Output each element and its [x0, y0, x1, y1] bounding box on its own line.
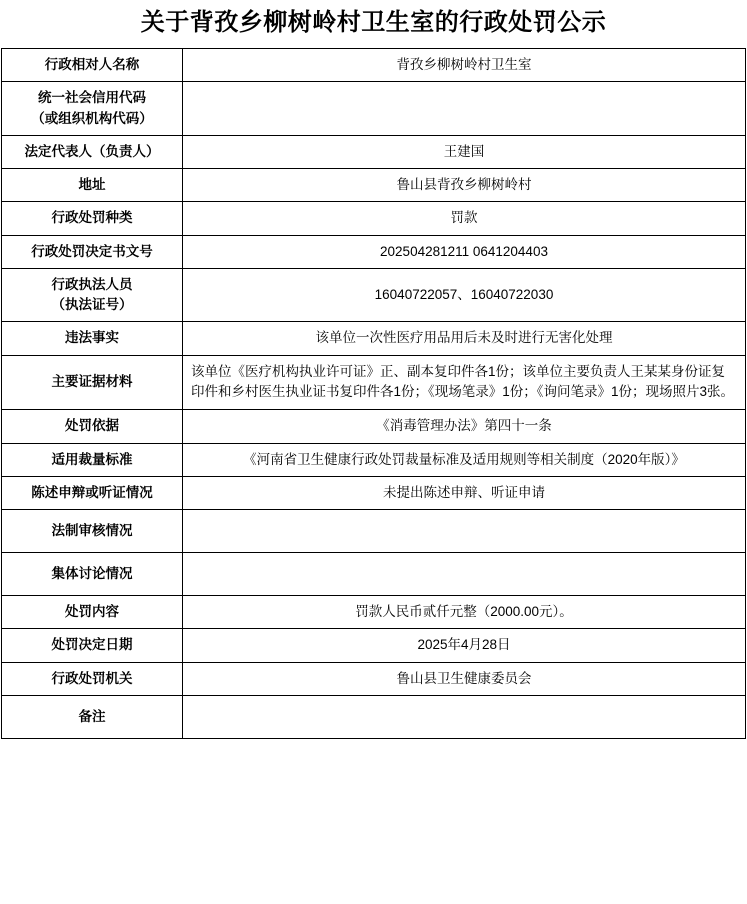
row-label-line-1: 法制审核情况 — [51, 522, 133, 538]
table-row — [2, 169, 746, 202]
row-label — [2, 49, 183, 82]
row-value: 该单位一次性医疗用品用后未及时进行无害化处理 — [183, 322, 746, 355]
row-label-line-2: （执法证号） — [51, 297, 133, 312]
row-label — [2, 202, 183, 235]
row-value: 202504281211 0641204403 — [183, 235, 746, 268]
row-value — [183, 510, 746, 553]
table-row — [2, 629, 746, 662]
table-row — [2, 596, 746, 629]
row-value: 《河南省卫生健康行政处罚裁量标准及适用规则等相关制度（2020年版）》 — [183, 443, 746, 476]
table-row — [2, 82, 746, 136]
row-label — [2, 553, 183, 596]
row-label — [2, 629, 183, 662]
row-label-line-1: 统一社会信用代码 — [38, 90, 146, 106]
row-value: 背孜乡柳树岭村卫生室 — [183, 49, 746, 82]
row-label-line-1: 地址 — [78, 177, 106, 192]
row-label-line-1: 处罚决定日期 — [51, 637, 133, 653]
row-label — [2, 443, 183, 476]
table-row — [2, 268, 746, 322]
table-row — [2, 510, 746, 553]
row-label — [2, 268, 183, 322]
row-label-line-1: 处罚依据 — [65, 418, 119, 434]
table-row — [2, 355, 746, 410]
row-label — [2, 322, 183, 355]
row-value: 《消毒管理办法》第四十一条 — [183, 410, 746, 443]
table-row — [2, 410, 746, 443]
row-label-line-1: 适用裁量标准 — [51, 451, 133, 467]
table-row — [2, 49, 746, 82]
row-label-line-1: 法定代表人（负责人） — [24, 143, 160, 159]
row-label — [2, 596, 183, 629]
row-label-line-1: 行政执法人员 — [51, 276, 133, 292]
row-value: 鲁山县卫生健康委员会 — [183, 662, 746, 695]
row-label — [2, 355, 183, 410]
table-row — [2, 235, 746, 268]
page-title: 关于背孜乡柳树岭村卫生室的行政处罚公示 — [140, 10, 607, 36]
table-row — [2, 443, 746, 476]
row-value: 该单位《医疗机构执业许可证》正、副本复印件各1份；该单位主要负责人王某某身份证复印件和乡村医生执业证书复印件各1份；《现场笔录》1份；《询问笔录》1份；现场照片3张。 — [183, 355, 746, 410]
table-row — [2, 202, 746, 235]
row-label-line-1: 集体讨论情况 — [51, 565, 133, 581]
row-label-line-1: 行政处罚种类 — [51, 210, 133, 226]
row-label-line-1: 备注 — [78, 708, 106, 724]
row-label — [2, 235, 183, 268]
row-value: 鲁山县背孜乡柳树岭村 — [183, 169, 746, 202]
table-row — [2, 695, 746, 738]
row-value: 2025年4月28日 — [183, 629, 746, 662]
row-label-line-1: 处罚内容 — [65, 604, 119, 620]
row-label — [2, 695, 183, 738]
row-value — [183, 553, 746, 596]
table-body — [2, 49, 746, 739]
row-value — [183, 82, 746, 136]
row-label-line-1: 行政处罚机关 — [51, 670, 133, 686]
row-label-line-1: 行政处罚决定书文号 — [31, 243, 153, 259]
row-label — [2, 410, 183, 443]
penalty-disclosure-table — [1, 48, 746, 739]
table-row — [2, 322, 746, 355]
table-row — [2, 553, 746, 596]
row-label-line-1: 违法事实 — [65, 330, 119, 346]
row-label-line-1: 行政相对人名称 — [44, 57, 140, 72]
table-row — [2, 476, 746, 509]
row-label — [2, 169, 183, 202]
row-value: 罚款 — [183, 202, 746, 235]
row-label-line-2: （或组织机构代码） — [31, 110, 153, 126]
row-value — [183, 695, 746, 738]
row-value: 罚款人民币贰仟元整（2000.00元）。 — [183, 596, 746, 629]
table-row — [2, 135, 746, 168]
row-label-line-1: 陈述申辩或听证情况 — [31, 484, 153, 500]
row-label — [2, 135, 183, 168]
row-label — [2, 662, 183, 695]
row-value: 16040722057、16040722030 — [183, 268, 746, 322]
table-row — [2, 662, 746, 695]
row-label — [2, 510, 183, 553]
row-label — [2, 82, 183, 136]
row-label-line-1: 主要证据材料 — [51, 374, 133, 390]
row-value: 未提出陈述申辩、听证申请 — [183, 476, 746, 509]
row-label — [2, 476, 183, 509]
row-value: 王建国 — [183, 135, 746, 168]
